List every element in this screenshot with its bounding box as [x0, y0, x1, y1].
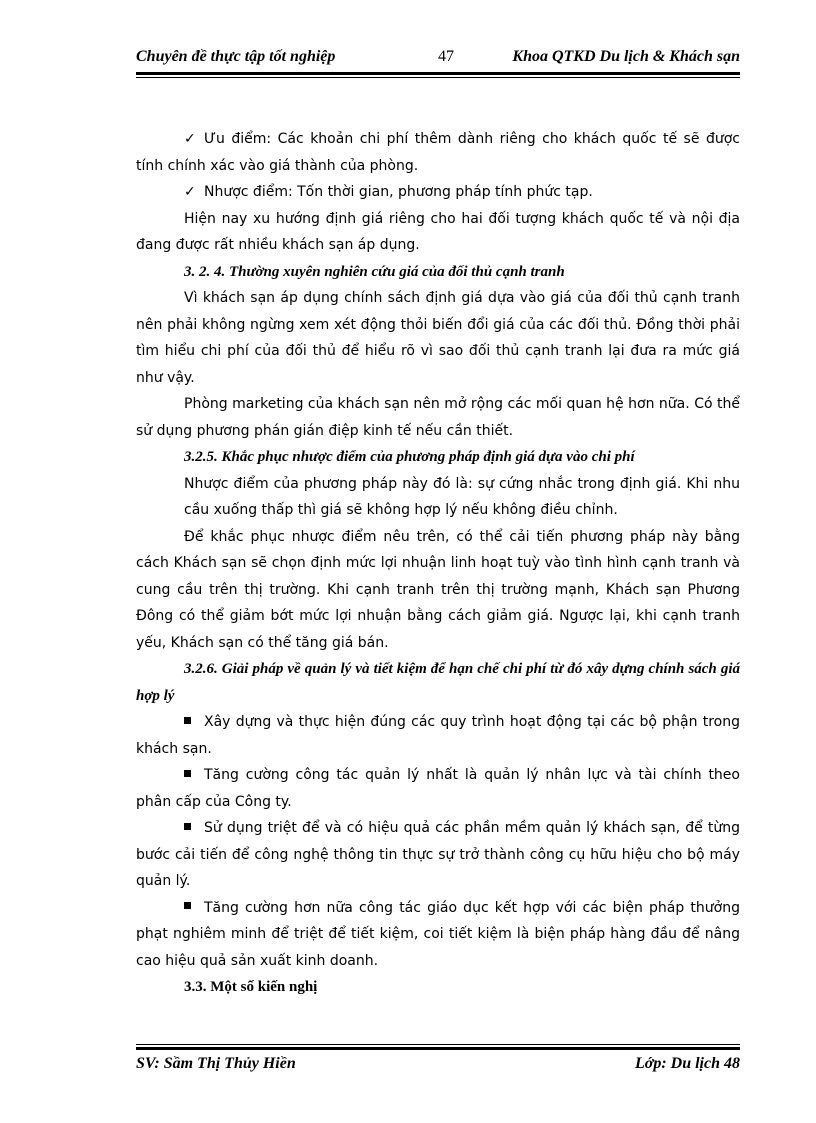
bullet-item: Xây dựng và thực hiện đúng các quy trình hoạt động tại các bộ phận trong khách sạn.	[136, 714, 740, 757]
paragraph: Để khắc phục nhược điểm nêu trên, có thể cải tiến phương pháp này bằng cách Khách sạn sẽ chọn định mức lợi nhuận linh hoạt tuỳ vào tình hình cạnh tranh và cung cầu trên thị trường. Khi cạnh tranh trên thị trường mạnh, Khách sạn Phương Đông có thể giảm bớt mức lợi nhuận bằng cách giảm giá. Ngược lại, khi cạnh tranh yếu, Khách sạn có thể tăng giá bán.	[136, 528, 740, 651]
paragraph: Hiện nay xu hướng định giá riêng cho hai đối tượng khách quốc tế và nội địa đang được rất nhiều khách sạn áp dụng.	[136, 210, 740, 253]
footer-student: SV: Sầm Thị Thủy Hiền	[136, 1055, 296, 1072]
section-heading-3-2-5: 3.2.5. Khắc phục nhược điểm của phương pháp định giá dựa vào chi phí	[184, 449, 635, 465]
header-rule-thin	[136, 77, 740, 78]
check-icon: ✓	[184, 184, 196, 200]
bullet-item: Tăng cường hơn nữa công tác giáo dục kết hợp với các biện pháp thưởng phạt nghiêm minh để triệt để tiết kiệm, coi tiết kiệm là biện pháp hàng đầu để nâng cao hiệu quả sản xuất kinh doanh.	[136, 899, 740, 969]
paragraph-advantage: ✓ Ưu điểm: Các khoản chi phí thêm dành riêng cho khách quốc tế sẽ được tính chính xác vào giá thành của phòng.	[136, 126, 740, 179]
page-number: 47	[438, 48, 454, 65]
page-header	[136, 44, 740, 72]
check-icon: ✓	[184, 131, 196, 147]
square-bullet-icon	[184, 717, 191, 724]
section-heading-3-2-4: 3. 2. 4. Thường xuyên nghiên cứu giá của đối thủ cạnh tranh	[184, 263, 565, 280]
section-heading-3-2-6: 3.2.6. Giải pháp về quản lý và tiết kiệm để hạn chế chi phí từ đó xây dựng chính sách giá hợp lý	[136, 661, 740, 704]
paragraph: Vì khách sạn áp dụng chính sách định giá dựa vào giá của đối thủ cạnh tranh nên phải không ngừng xem xét động thỏi biến đổi giá của các đối thủ. Đồng thời phải tìm hiểu chi phí của đối thủ để hiểu rõ vì sao đối thủ cạnh tranh lại đưa ra mức giá như vậy.	[136, 290, 740, 386]
square-bullet-icon	[184, 823, 191, 830]
footer-rule-thick	[136, 1047, 740, 1050]
paragraph: Nhược điểm của phương pháp này đó là: sự cứng nhắc trong định giá. Khi nhu cầu xuống thấp thì giá sẽ không hợp lý nếu không điều chỉnh.	[184, 475, 740, 518]
bullet-item: Tăng cường công tác quản lý nhất là quản lý nhân lực và tài chính theo phân cấp của Công ty.	[136, 767, 740, 810]
header-rule-thick	[136, 72, 740, 75]
bullet-item: Sử dụng triệt để và có hiệu quả các phần mềm quản lý khách sạn, để từng bước cải tiến để công nghệ thông tin thực sự trở thành công cụ hữu hiệu cho bộ máy quản lý.	[136, 820, 740, 889]
header-faculty: Khoa QTKD Du lịch & Khách sạn	[512, 48, 740, 65]
paragraph: Phòng marketing của khách sạn nên mở rộng các mối quan hệ hơn nữa. Có thể sử dụng phương phán gián điệp kinh tế nếu cần thiết.	[136, 396, 740, 439]
paragraph-disadvantage: ✓ Nhược điểm: Tốn thời gian, phương pháp tính phức tạp.	[136, 179, 740, 206]
page-body	[136, 126, 740, 1001]
footer-rule-thin	[136, 1044, 740, 1045]
square-bullet-icon	[184, 902, 191, 909]
square-bullet-icon	[184, 770, 191, 777]
header-title: Chuyên đề thực tập tốt nghiệp	[136, 48, 336, 65]
footer-class: Lớp: Du lịch 48	[634, 1055, 740, 1072]
page-footer	[136, 1052, 740, 1076]
section-heading-3-3: 3.3. Một số kiến nghị	[184, 979, 318, 995]
